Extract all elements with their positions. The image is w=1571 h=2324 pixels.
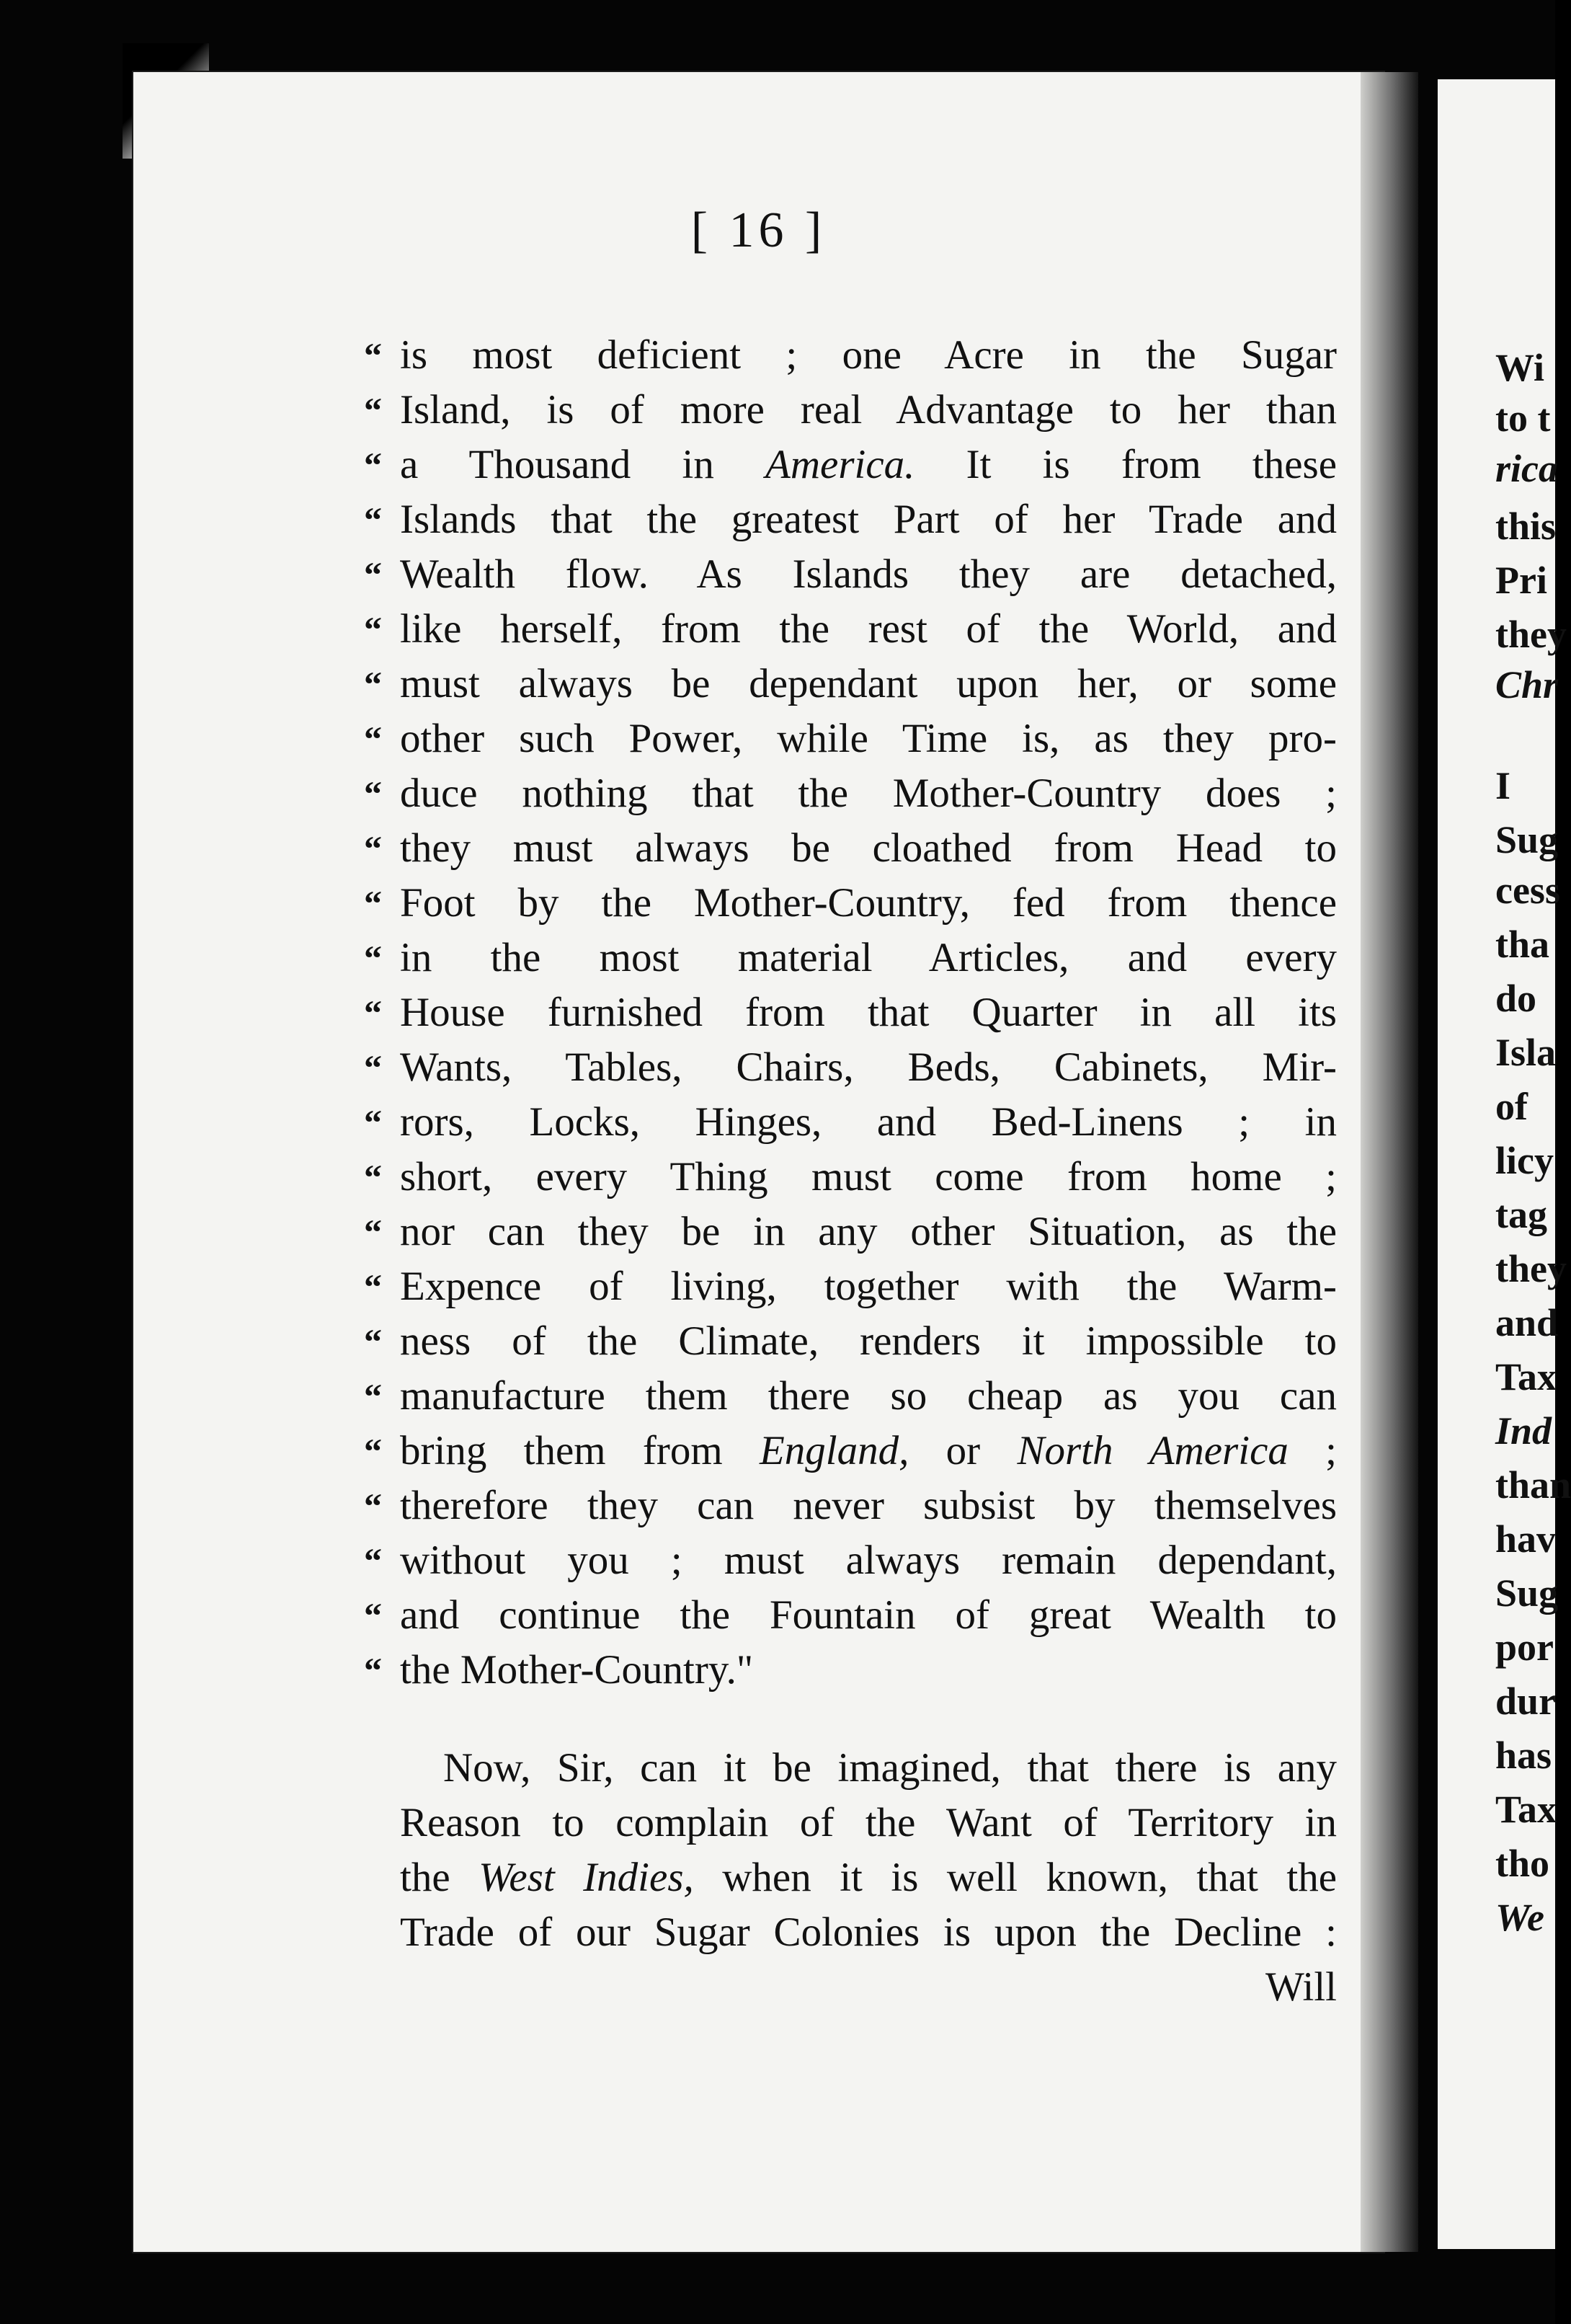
page-number: [ 16 ] bbox=[690, 203, 827, 258]
facing-page-fragment: than bbox=[1495, 1463, 1571, 1507]
line-text: Expence of living, together with the Warm- bbox=[400, 1264, 1337, 1309]
facing-page-fragment: do bbox=[1495, 977, 1537, 1020]
line-text: duce nothing that the Mother-Country does ; bbox=[400, 771, 1337, 816]
text-line bbox=[364, 931, 1337, 985]
line-text: in the most material Articles, and every bbox=[400, 935, 1337, 980]
facing-page-fragment: Wi bbox=[1495, 346, 1545, 389]
line-text: other such Power, while Time is, as they pro- bbox=[400, 716, 1337, 761]
text-line bbox=[364, 1314, 1337, 1369]
facing-page-fragment: hav bbox=[1495, 1517, 1557, 1561]
line-text: the West Indies, when it is well known, that the bbox=[400, 1855, 1338, 1900]
facing-page-fragment: Tax bbox=[1495, 1788, 1557, 1831]
quote-mark: “ bbox=[364, 1650, 382, 1690]
text-line bbox=[364, 492, 1337, 547]
line-text: the Mother-Country." bbox=[400, 1647, 754, 1693]
line-text: Trade of our Sugar Colonies is upon the Decline : bbox=[400, 1910, 1337, 1955]
text-line bbox=[364, 821, 1337, 876]
facing-page-fragment: Pri bbox=[1495, 559, 1547, 602]
facing-page-fragment: tag bbox=[1495, 1193, 1547, 1236]
quote-mark: “ bbox=[364, 828, 382, 869]
quote-mark: “ bbox=[364, 1102, 382, 1143]
facing-page-fragment: dur bbox=[1495, 1680, 1557, 1723]
quote-mark: “ bbox=[364, 1047, 382, 1088]
quote-mark: “ bbox=[364, 938, 382, 978]
line-text: and continue the Fountain of great Wealth to bbox=[400, 1592, 1337, 1638]
quote-mark: “ bbox=[364, 500, 382, 540]
facing-page-fragment: tho bbox=[1495, 1842, 1550, 1885]
line-text: like herself, from the rest of the World, and bbox=[400, 606, 1337, 652]
line-text: they must always be cloathed from Head to bbox=[400, 825, 1337, 871]
text-line bbox=[364, 547, 1337, 602]
text-line bbox=[364, 383, 1337, 438]
line-text: House furnished from that Quarter in all its bbox=[400, 990, 1337, 1035]
paragraph bbox=[400, 1741, 1337, 1960]
quote-mark: “ bbox=[364, 554, 382, 595]
text-line bbox=[364, 657, 1337, 711]
text-line bbox=[364, 328, 1337, 383]
quote-mark: “ bbox=[364, 1212, 382, 1252]
page-text bbox=[364, 328, 1338, 2015]
text-line bbox=[364, 711, 1337, 766]
text-line bbox=[364, 1259, 1337, 1314]
quoted-passage bbox=[364, 328, 1338, 1698]
text-line bbox=[400, 1741, 1337, 1796]
line-text: therefore they can never subsist by themselves bbox=[400, 1483, 1337, 1528]
text-line bbox=[364, 1150, 1337, 1205]
facing-page-fragment: licy bbox=[1495, 1139, 1554, 1182]
book-page bbox=[133, 72, 1384, 2252]
text-line bbox=[364, 1533, 1337, 1588]
text-line bbox=[400, 1905, 1337, 1960]
facing-page-fragment: to t bbox=[1495, 396, 1551, 440]
quote-mark: “ bbox=[364, 1157, 382, 1197]
text-line bbox=[364, 1588, 1337, 1643]
line-text: manufacture them there so cheap as you can bbox=[400, 1373, 1337, 1419]
quote-mark: “ bbox=[364, 1431, 382, 1471]
line-text: bring them from England, or North America ; bbox=[400, 1428, 1338, 1473]
quote-mark: “ bbox=[364, 1486, 382, 1526]
line-text: must always be dependant upon her, or some bbox=[400, 661, 1337, 706]
facing-page-fragment: por bbox=[1495, 1626, 1554, 1669]
quote-mark: “ bbox=[364, 719, 382, 759]
facing-page-fragment: they bbox=[1495, 613, 1567, 656]
line-text: Island, is of more real Advantage to her than bbox=[400, 387, 1337, 433]
text-line bbox=[364, 1205, 1337, 1259]
facing-page-fragment: Chr bbox=[1495, 663, 1559, 706]
quote-mark: “ bbox=[364, 609, 382, 649]
quote-mark: “ bbox=[364, 883, 382, 923]
quote-mark: “ bbox=[364, 1540, 382, 1581]
quote-mark: “ bbox=[364, 445, 382, 485]
line-text: short, every Thing must come from home ; bbox=[400, 1154, 1337, 1199]
line-text: Wealth flow. As Islands they are detached, bbox=[400, 551, 1337, 597]
text-line bbox=[364, 1369, 1337, 1424]
catchword: Will bbox=[1265, 1964, 1337, 2010]
facing-page-fragment: rica bbox=[1495, 447, 1558, 490]
line-text: rors, Locks, Hinges, and Bed-Linens ; in bbox=[400, 1099, 1337, 1145]
text-line bbox=[364, 876, 1337, 931]
line-text: Reason to complain of the Want of Territory in bbox=[400, 1800, 1337, 1845]
text-line bbox=[364, 1424, 1338, 1478]
line-text: ness of the Climate, renders it impossible to bbox=[400, 1318, 1337, 1364]
facing-page-fragment: Tax bbox=[1495, 1355, 1557, 1398]
line-text: is most deficient ; one Acre in the Sugar bbox=[400, 332, 1337, 378]
facing-page-fragment: Ind bbox=[1495, 1409, 1552, 1452]
quote-mark: “ bbox=[364, 1595, 382, 1636]
line-text: Foot by the Mother-Country, fed from thence bbox=[400, 880, 1337, 926]
text-line bbox=[364, 1643, 1337, 1698]
facing-page-fragment: Isla bbox=[1495, 1031, 1557, 1074]
text-line bbox=[364, 438, 1337, 492]
quote-mark: “ bbox=[364, 390, 382, 430]
line-text: a Thousand in America. It is from these bbox=[400, 442, 1337, 487]
facing-page-fragment: this bbox=[1495, 505, 1557, 548]
facing-page-fragment: Sug bbox=[1495, 818, 1559, 861]
facing-page-fragment: tha bbox=[1495, 923, 1550, 966]
facing-page-fragment: I bbox=[1495, 764, 1511, 807]
facing-page-fragment: they bbox=[1495, 1247, 1567, 1290]
page-gutter-shadow bbox=[1361, 72, 1418, 2252]
quote-mark: “ bbox=[364, 773, 382, 814]
text-line bbox=[364, 602, 1337, 657]
facing-page-fragment: Sug bbox=[1495, 1571, 1559, 1615]
facing-page-fragment: cess bbox=[1495, 869, 1560, 912]
text-line bbox=[364, 1478, 1337, 1533]
quote-mark: “ bbox=[364, 664, 382, 704]
line-text: Islands that the greatest Part of her Trade and bbox=[400, 497, 1337, 542]
quote-mark: “ bbox=[364, 993, 382, 1033]
line-text: Wants, Tables, Chairs, Beds, Cabinets, Mir- bbox=[400, 1045, 1337, 1090]
line-text: nor can they be in any other Situation, as the bbox=[400, 1209, 1337, 1254]
text-line bbox=[364, 766, 1337, 821]
facing-page-fragment: has bbox=[1495, 1734, 1552, 1777]
text-line bbox=[400, 1850, 1337, 1905]
line-text: Now, Sir, can it be imagined, that there is any bbox=[443, 1745, 1337, 1791]
facing-page-fragment: of bbox=[1495, 1085, 1528, 1128]
text-line bbox=[364, 985, 1337, 1040]
line-text: without you ; must always remain dependant, bbox=[400, 1538, 1337, 1583]
facing-page-fragment: and bbox=[1495, 1301, 1559, 1344]
quote-mark: “ bbox=[364, 335, 382, 376]
quote-mark: “ bbox=[364, 1267, 382, 1307]
facing-page-fragment: We bbox=[1495, 1896, 1544, 1939]
quote-mark: “ bbox=[364, 1321, 382, 1362]
text-line bbox=[400, 1796, 1337, 1850]
text-line bbox=[364, 1040, 1337, 1095]
facing-page bbox=[1438, 79, 1571, 2249]
text-line bbox=[364, 1095, 1337, 1150]
quote-mark: “ bbox=[364, 1376, 382, 1416]
